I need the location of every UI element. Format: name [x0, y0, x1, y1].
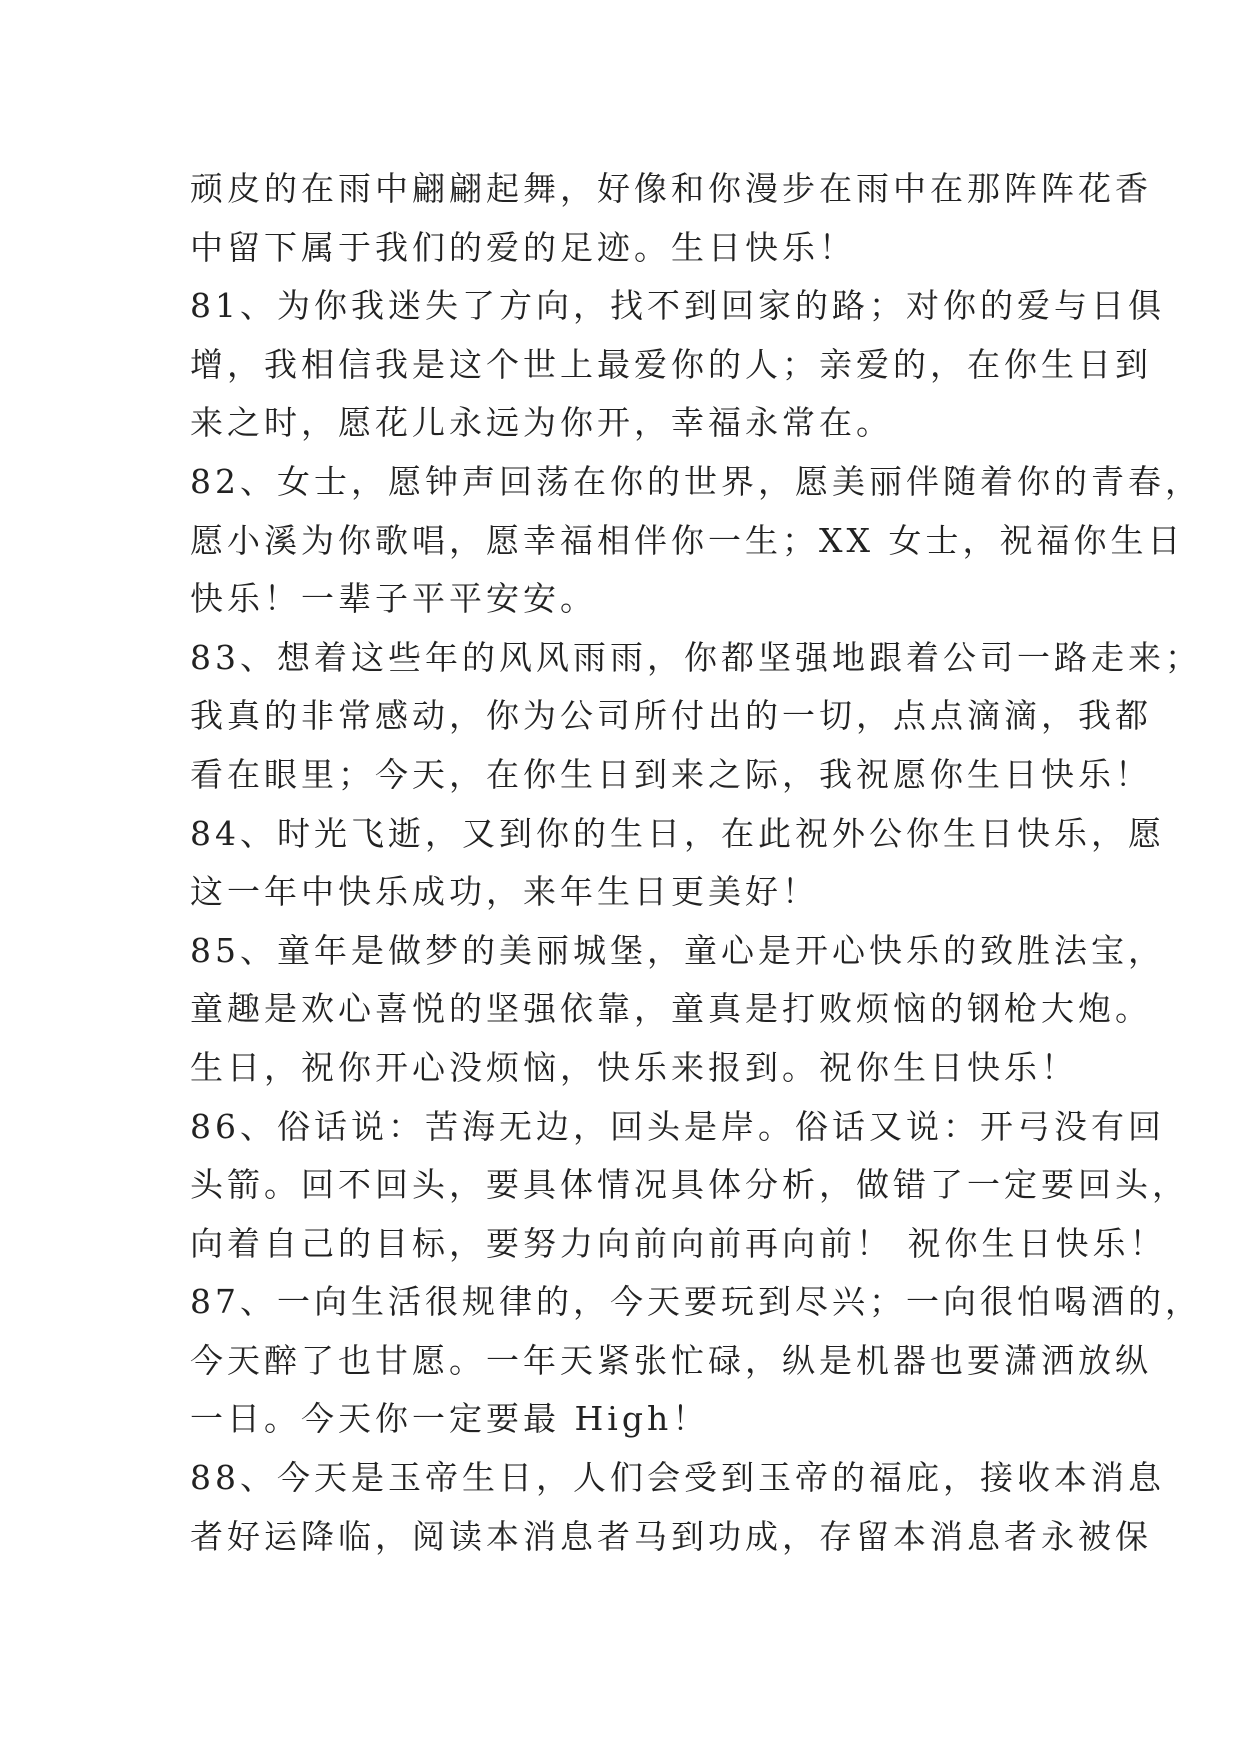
text-line: 者好运降临，阅读本消息者马到功成，存留本消息者永被保 — [190, 1516, 1152, 1556]
text-line: 86、俗话说：苦海无边，回头是岸。俗话又说：开弓没有回 — [190, 1106, 1165, 1146]
text-line: 增，我相信我是这个世上最爱你的人；亲爱的，在你生日到 — [190, 344, 1152, 384]
text-line: 83、想着这些年的风风雨雨，你都坚强地跟着公司一路走来； — [190, 637, 1202, 677]
text-line: 顽皮的在雨中翩翩起舞，好像和你漫步在雨中在那阵阵花香 — [190, 169, 1152, 208]
text-line: 87、一向生活很规律的，今天要玩到尽兴；一向很怕喝酒的， — [190, 1282, 1202, 1322]
text-line: 头箭。回不回头，要具体情况具体分析，做错了一定要回头， — [190, 1165, 1189, 1205]
text-line: 来之时，愿花儿永远为你开，幸福永常在。 — [190, 403, 893, 443]
text-line: 这一年中快乐成功，来年生日更美好！ — [190, 872, 819, 912]
text-line: 愿小溪为你歌唱，愿幸福相伴你一生；XX 女士，祝福你生日 — [190, 520, 1185, 560]
text-line: 生日，祝你开心没烦恼，快乐来报到。祝你生日快乐！ — [190, 1047, 1078, 1087]
text-line: 向着自己的目标，要努力向前向前再向前！ 祝你生日快乐！ — [190, 1223, 1167, 1263]
text-line: 今天醉了也甘愿。一年天紧张忙碌，纵是机器也要潇洒放纵 — [190, 1340, 1152, 1380]
text-line: 84、时光飞逝，又到你的生日，在此祝外公你生日快乐，愿 — [190, 813, 1165, 853]
text-line: 82、女士，愿钟声回荡在你的世界，愿美丽伴随着你的青春， — [190, 461, 1202, 501]
text-line: 一日。今天你一定要最 High！ — [190, 1399, 710, 1439]
text-line: 看在眼里；今天，在你生日到来之际，我祝愿你生日快乐！ — [190, 754, 1152, 794]
document-body — [190, 160, 1202, 1566]
text-line: 童趣是欢心喜悦的坚强依靠，童真是打败烦恼的钢枪大炮。 — [190, 989, 1152, 1029]
text-line: 快乐！一辈子平平安安。 — [190, 579, 597, 619]
text-line: 我真的非常感动，你为公司所付出的一切，点点滴滴，我都 — [190, 696, 1152, 736]
text-line: 85、童年是做梦的美丽城堡，童心是开心快乐的致胜法宝， — [190, 930, 1165, 970]
text-line: 中留下属于我们的爱的足迹。生日快乐！ — [190, 227, 856, 267]
text-line: 81、为你我迷失了方向，找不到回家的路；对你的爱与日俱 — [190, 286, 1165, 326]
text-line: 88、今天是玉帝生日，人们会受到玉帝的福庇，接收本消息 — [190, 1458, 1165, 1498]
